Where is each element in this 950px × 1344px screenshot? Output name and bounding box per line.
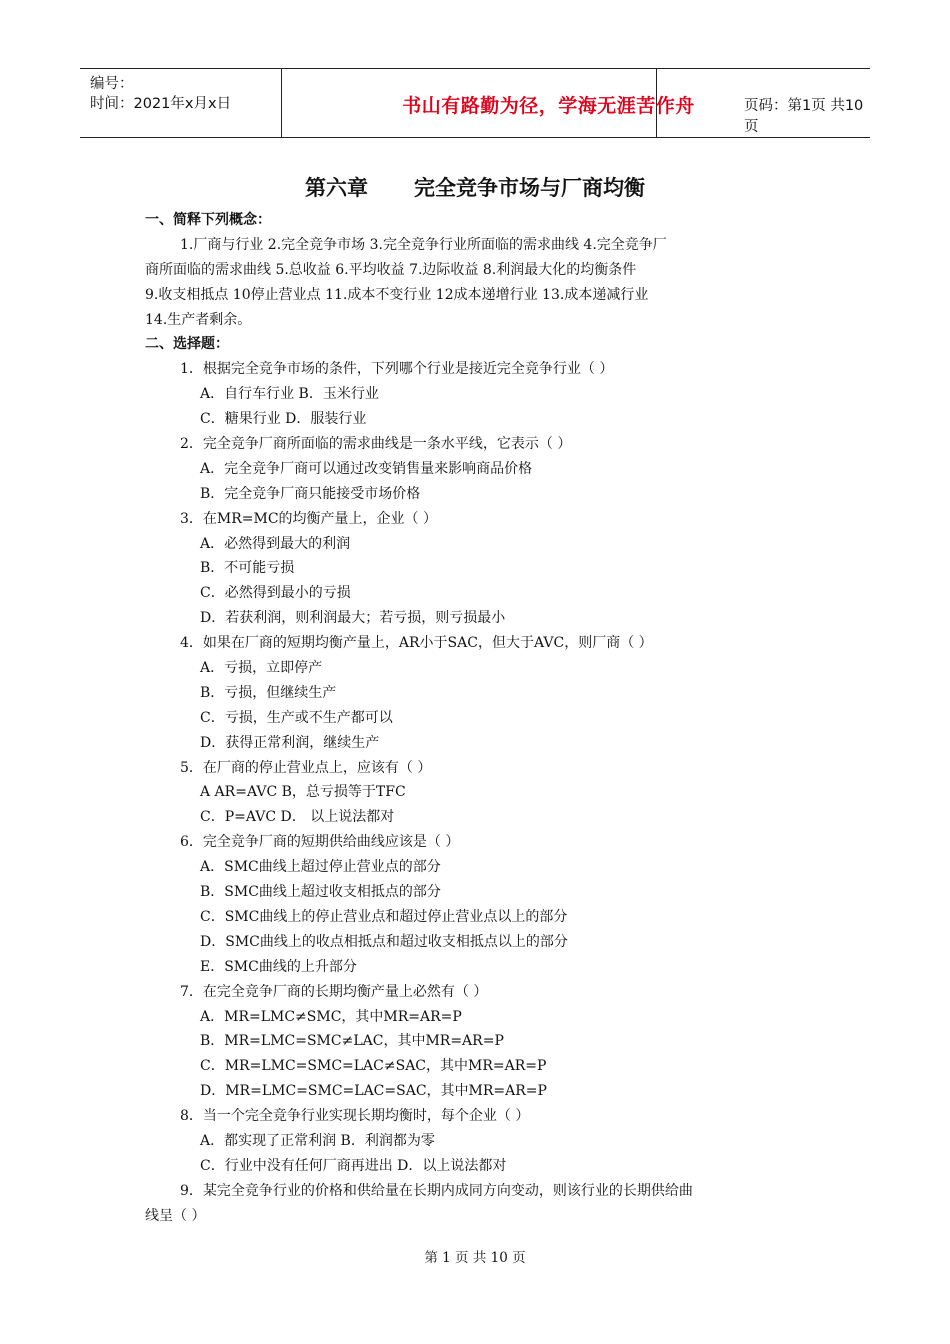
question-option: B．MR=LMC=SMC≠LAC，其中MR=AR=P <box>200 1033 504 1050</box>
question-text: 5．在厂商的停止营业点上，应该有（ ） <box>180 759 432 776</box>
question-option: A．必然得到最大的利润 <box>200 535 351 552</box>
page-footer: 第 1 页 共 10 页 <box>424 1250 526 1266</box>
question-option: C．MR=LMC=SMC=LAC≠SAC，其中MR=AR=P <box>200 1058 547 1075</box>
question-option: B．亏损，但继续生产 <box>200 684 337 701</box>
header-page-number: 页码：第1页 共10页 <box>744 98 864 135</box>
question-text: 9．某完全竞争行业的价格和供给量在长期内成同方向变动，则该行业的长期供给曲 <box>180 1182 693 1199</box>
question-option: B．SMC曲线上超过收支相抵点的部分 <box>200 884 441 901</box>
question-text: 1．根据完全竞争市场的条件，下列哪个行业是接近完全竞争行业（ ） <box>180 361 614 378</box>
header-divider-1 <box>281 69 282 137</box>
question-option: A．自行车行业 B．玉米行业 <box>200 386 379 403</box>
concepts-line: 1.厂商与行业 2.完全竞争市场 3.完全竞争行业所面临的需求曲线 4.完全竞争厂 <box>180 236 667 253</box>
question-option: A．SMC曲线上超过停止营业点的部分 <box>200 859 441 876</box>
header-time: 时间：2021年x月x日 <box>90 96 232 112</box>
question-option: C．行业中没有任何厂商再进出 D．以上说法都对 <box>200 1157 507 1174</box>
question-option: A．都实现了正常利润 B．利润都为零 <box>200 1132 435 1149</box>
header-table <box>80 68 870 138</box>
question-option: A．亏损，立即停产 <box>200 660 323 677</box>
document-body <box>145 208 815 1229</box>
concepts-line: 商所面临的需求曲线 5.总收益 6.平均收益 7.边际收益 8.利润最大化的均衡条件 <box>145 261 637 278</box>
question-text: 7．在完全竞争厂商的长期均衡产量上必然有（ ） <box>180 983 488 1000</box>
question-text: 6．完全竞争厂商的短期供给曲线应该是（ ） <box>180 834 460 851</box>
question-text: 4．如果在厂商的短期均衡产量上，AR小于SAC，但大于AVC，则厂商（ ） <box>180 635 653 652</box>
question-option: C．P=AVC D． 以上说法都对 <box>200 809 395 826</box>
question-option: B．不可能亏损 <box>200 560 295 577</box>
chapter-name: 完全竞争市场与厂商均衡 <box>414 176 645 200</box>
question-option: C．糖果行业 D．服装行业 <box>200 411 367 428</box>
question-option: D．SMC曲线上的收点相抵点和超过收支相抵点以上的部分 <box>200 933 568 950</box>
question-option: C．必然得到最小的亏损 <box>200 585 351 602</box>
question-option: D．MR=LMC=SMC=LAC=SAC，其中MR=AR=P <box>200 1083 547 1100</box>
chapter-title <box>0 172 950 202</box>
question-text: 3．在MR=MC的均衡产量上，企业（ ） <box>180 510 438 527</box>
question-option: C．SMC曲线上的停止营业点和超过停止营业点以上的部分 <box>200 908 568 925</box>
header-motto: 书山有路勤为径，学海无涯苦作舟 <box>402 95 695 117</box>
question-option: E．SMC曲线的上升部分 <box>200 958 357 975</box>
header-number: 编号： <box>90 76 134 92</box>
section-heading-concepts: 一、简释下列概念： <box>145 212 271 228</box>
header-left-cell <box>90 74 231 114</box>
question-option: B．完全竞争厂商只能接受市场价格 <box>200 485 421 502</box>
question-text: 8．当一个完全竞争行业实现长期均衡时，每个企业（ ） <box>180 1108 530 1125</box>
section-heading-choices: 二、选择题： <box>145 336 229 353</box>
concepts-line: 14.生产者剩余。 <box>145 311 252 328</box>
question-option: C．亏损，生产或不生产都可以 <box>200 709 393 726</box>
question-option: D．获得正常利润，继续生产 <box>200 734 380 751</box>
concepts-line: 9.收支相抵点 10停止营业点 11.成本不变行业 12成本递增行业 13.成本递减行业 <box>145 286 649 303</box>
question-text: 2．完全竞争厂商所面临的需求曲线是一条水平线，它表示（ ） <box>180 436 572 453</box>
question-option: D．若获利润，则利润最大；若亏损，则亏损最小 <box>200 610 506 627</box>
question-option: A AR=AVC B，总亏损等于TFC <box>200 784 406 801</box>
question-text: 线呈（ ） <box>145 1207 206 1224</box>
chapter-number: 第六章 <box>305 176 368 200</box>
question-option: A．MR=LMC≠SMC，其中MR=AR=P <box>200 1008 462 1025</box>
question-option: A．完全竞争厂商可以通过改变销售量来影响商品价格 <box>200 460 533 477</box>
